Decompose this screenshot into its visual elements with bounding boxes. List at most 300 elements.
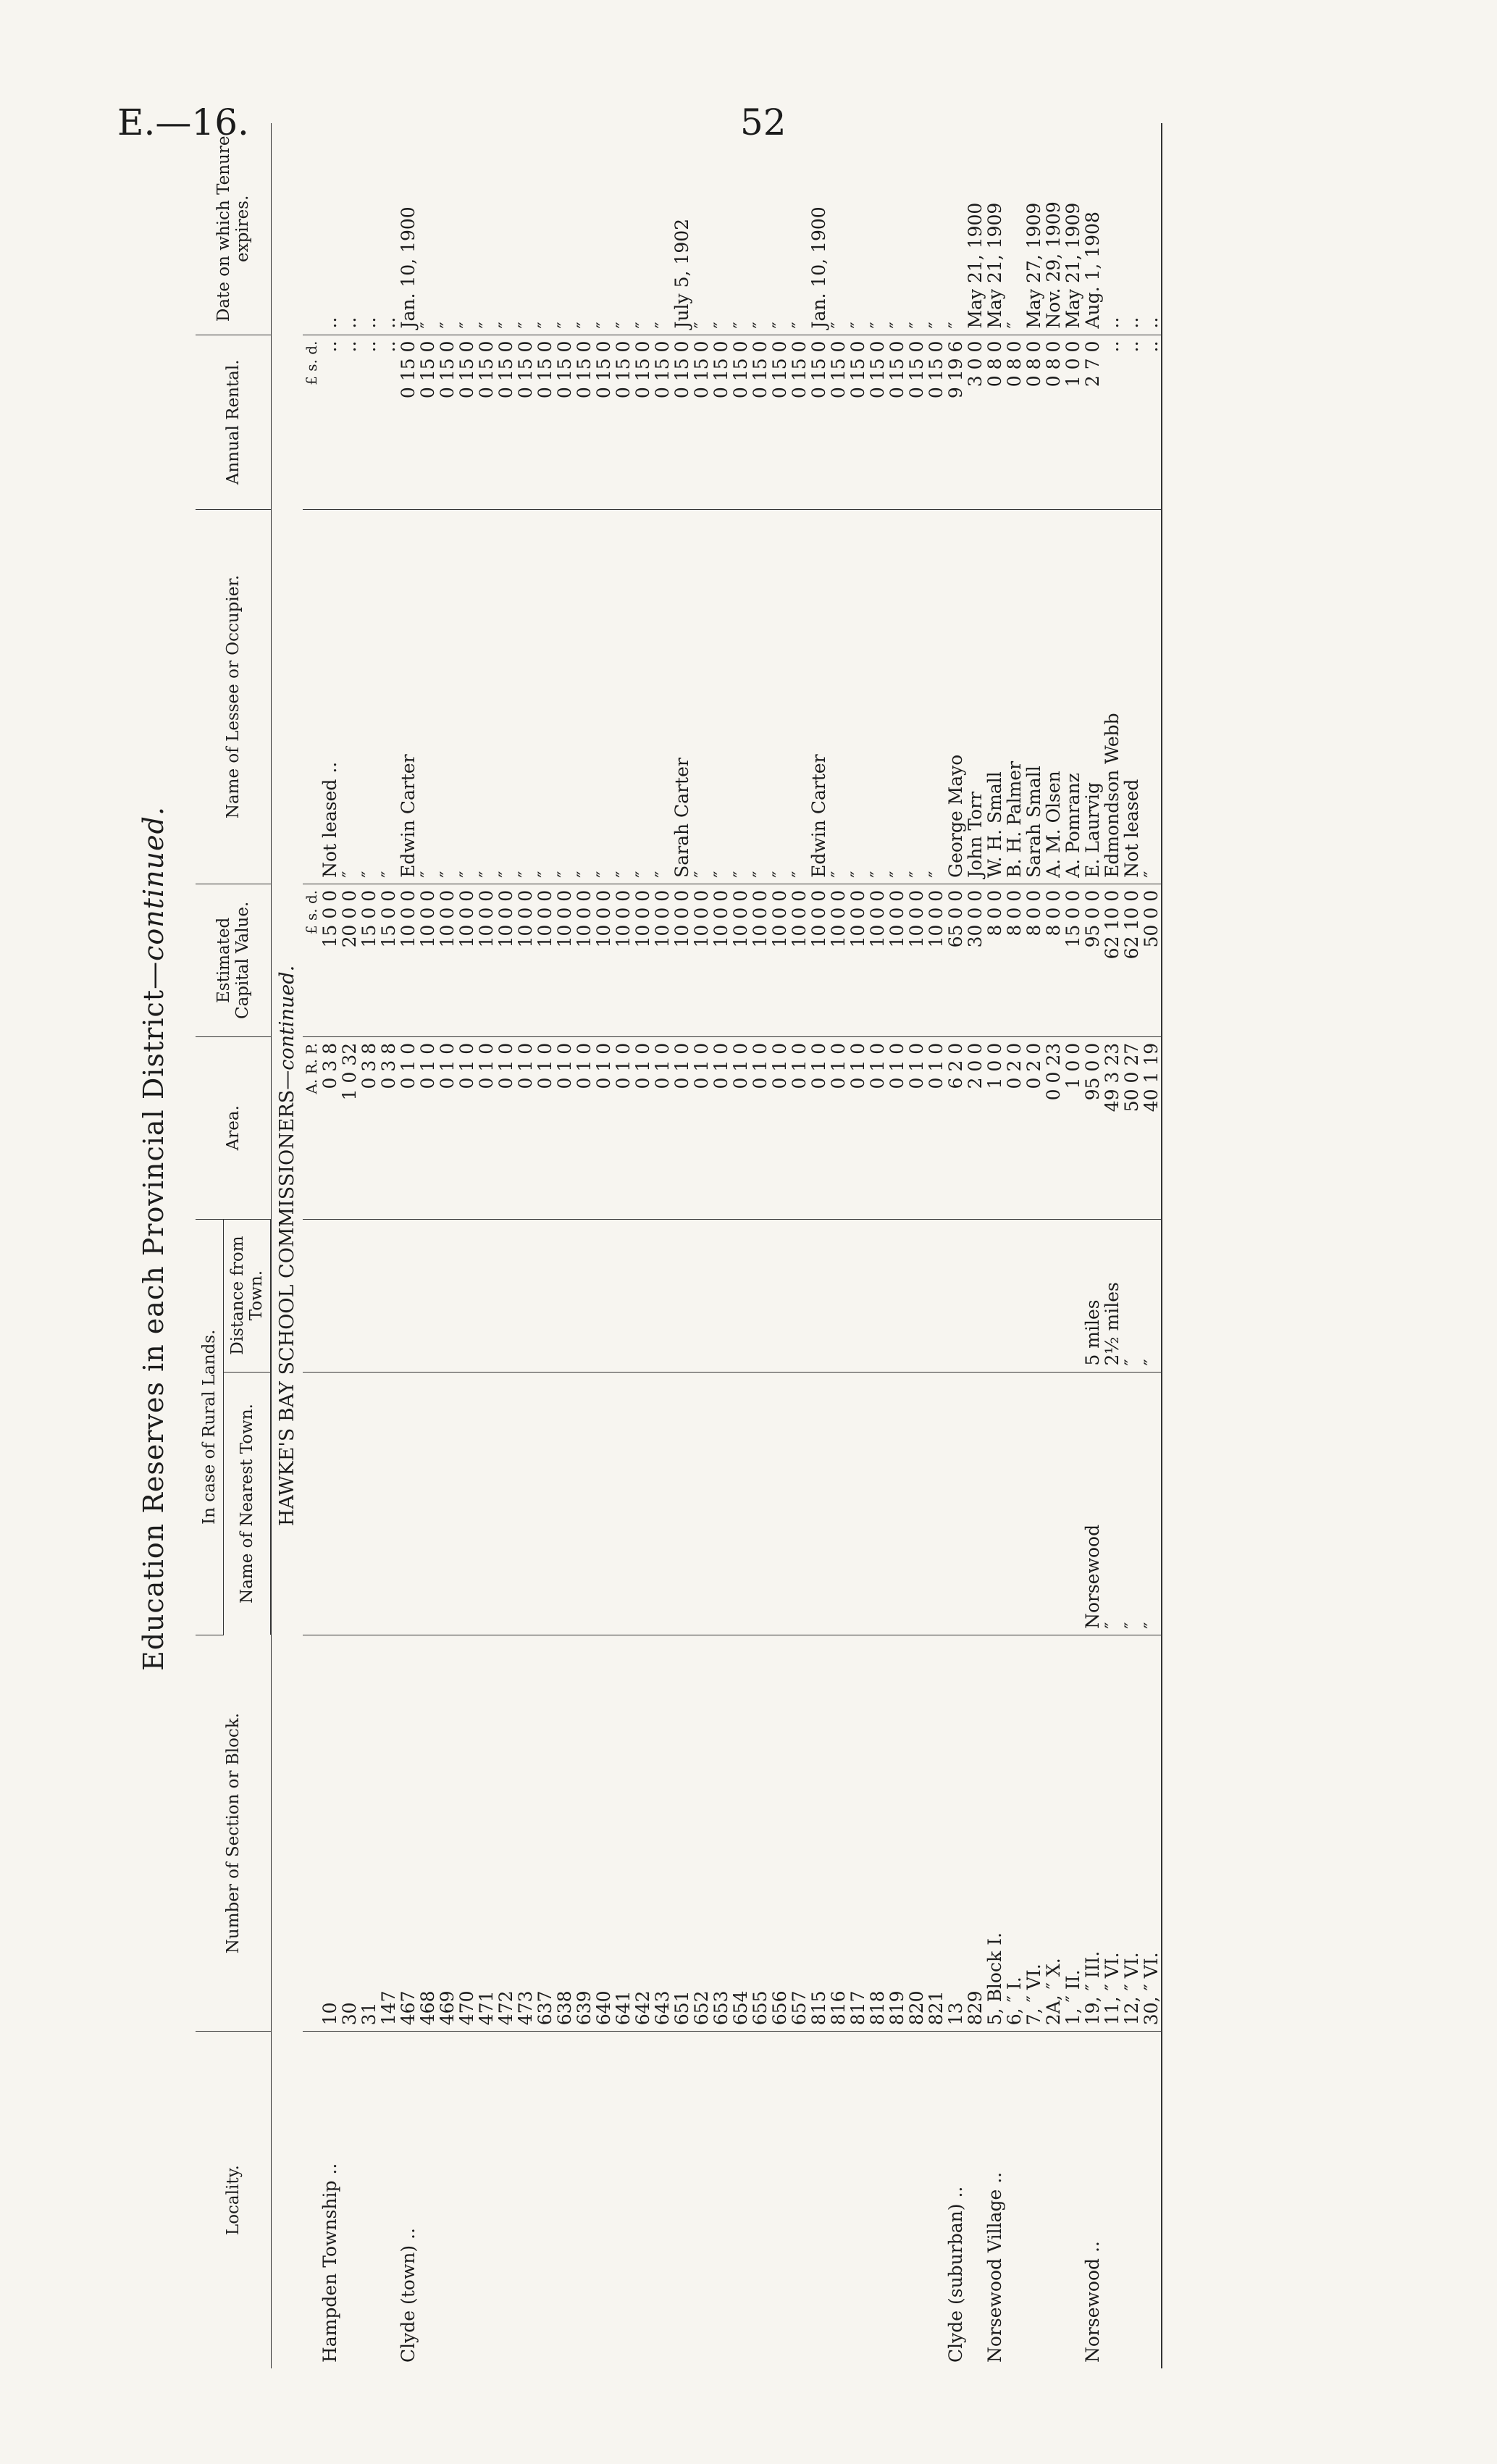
cell-section: 469 [437,1635,457,2031]
cell-area: 0 1 0 [711,1036,731,1219]
cell-date: Jan. 10, 1900 [809,123,829,335]
cell-rental: .. [1122,335,1141,510]
cell-distance [320,1219,340,1372]
header-date: Date on which Tenure expires. [196,123,271,335]
cell-locality [907,2032,926,2368]
cell-rental: 0 15 0 [809,335,829,510]
cell-area: 0 1 0 [868,1036,887,1219]
cell-town [1063,1372,1083,1635]
cell-value: 10 0 0 [731,884,750,1036]
cell-locality [574,2032,594,2368]
cell-section: 655 [750,1635,770,2031]
cell-distance [829,1219,848,1372]
cell-distance [1063,1219,1083,1372]
cell-value: 10 0 0 [809,884,829,1036]
cell-value: 15 0 0 [320,884,340,1036]
cell-distance: 5 miles [1083,1219,1102,1372]
cell-date: ″ [789,123,809,335]
cell-town [633,1372,653,1635]
table-row [926,123,946,2368]
cell-locality [711,2032,731,2368]
cell-date: ″ [887,123,907,335]
cell-value: 62 10 0 [1122,884,1141,1036]
header-section: Number of Section or Block. [196,1635,271,2031]
units-row [303,123,320,2368]
cell-lessee: B. H. Palmer [1005,510,1024,884]
cell-rental: 0 15 0 [633,335,653,510]
cell-rental: 0 8 0 [1024,335,1044,510]
cell-date: ″ [731,123,750,335]
cell-distance [985,1219,1005,1372]
cell-lessee: Not leased [1122,510,1141,884]
cell-area: 0 3 8 [359,1036,379,1219]
cell-date: .. [320,123,340,335]
cell-area: 0 1 0 [574,1036,594,1219]
cell-area: 0 1 0 [437,1036,457,1219]
cell-section: 1, ″ II. [1063,1635,1083,2031]
cell-area: 0 1 0 [809,1036,829,1219]
cell-area: 0 1 0 [555,1036,574,1219]
table-row [340,123,359,2368]
cell-section: 470 [457,1635,477,2031]
cell-distance [672,1219,692,1372]
units-rental: £ s. d. [303,335,320,510]
cell-date: ″ [1005,123,1024,335]
cell-date: ″ [692,123,711,335]
table-row [1083,123,1102,2368]
cell-rental: 0 15 0 [750,335,770,510]
cell-value: 10 0 0 [633,884,653,1036]
cell-distance [457,1219,477,1372]
cell-rental: .. [1141,335,1162,510]
cell-town [829,1372,848,1635]
cell-distance [359,1219,379,1372]
cell-area: 1 0 0 [985,1036,1005,1219]
cell-locality [457,2032,477,2368]
cell-lessee: ″ [633,510,653,884]
cell-section: 639 [574,1635,594,2031]
cell-date: ″ [555,123,574,335]
cell-town: ″ [1122,1372,1141,1635]
cell-value: 65 0 0 [946,884,965,1036]
cell-town [535,1372,555,1635]
table-row [887,123,907,2368]
cell-value: 10 0 0 [555,884,574,1036]
cell-area: 0 1 0 [750,1036,770,1219]
cell-section: 653 [711,1635,731,2031]
cell-area: 0 1 0 [770,1036,789,1219]
cell-area: 0 1 0 [398,1036,418,1219]
cell-distance [907,1219,926,1372]
cell-town [731,1372,750,1635]
table-row [1024,123,1044,2368]
table-row [868,123,887,2368]
cell-section: 5, Block I. [985,1635,1005,2031]
cell-town [750,1372,770,1635]
cell-section: 829 [965,1635,985,2031]
cell-lessee: ″ [594,510,613,884]
cell-section: 651 [672,1635,692,2031]
cell-locality [789,2032,809,2368]
cell-rental: 0 15 0 [555,335,574,510]
cell-rental: 0 15 0 [731,335,750,510]
cell-section: 815 [809,1635,829,2031]
cell-town [789,1372,809,1635]
cell-date: May 27, 1909 [1024,123,1044,335]
cell-section: 640 [594,1635,613,2031]
cell-value: 30 0 0 [965,884,985,1036]
cell-date: ″ [613,123,633,335]
cell-area: 0 3 8 [320,1036,340,1219]
cell-value: 10 0 0 [535,884,555,1036]
table-row [633,123,653,2368]
cell-distance [574,1219,594,1372]
cell-area: 95 0 0 [1083,1036,1102,1219]
cell-lessee: ″ [887,510,907,884]
cell-section: 657 [789,1635,809,2031]
cell-locality [496,2032,516,2368]
cell-locality: Clyde (suburban) .. [945,2186,966,2363]
table-row [829,123,848,2368]
table-row [613,123,633,2368]
cell-locality [594,2032,613,2368]
header-rental: Annual Rental. [196,335,271,510]
cell-town [848,1372,868,1635]
cell-lessee: ″ [477,510,496,884]
cell-section: 2A, ″ X. [1044,1635,1063,2031]
cell-date: Nov. 29, 1909 [1044,123,1063,335]
cell-town [985,1372,1005,1635]
cell-locality [555,2032,574,2368]
cell-value: 10 0 0 [789,884,809,1036]
cell-lessee: ″ [868,510,887,884]
cell-locality: Norsewood .. [1082,2241,1103,2363]
cell-section: 643 [653,1635,672,2031]
cell-area: 0 1 0 [887,1036,907,1219]
cell-town [1005,1372,1024,1635]
cell-area: 0 1 0 [516,1036,535,1219]
cell-rental: .. [1102,335,1122,510]
cell-town [711,1372,731,1635]
cell-locality [848,2032,868,2368]
section-heading-main: HAWKE'S BAY SCHOOL COMMISSIONERS— [276,1070,298,1527]
cell-date: ″ [535,123,555,335]
cell-town [809,1372,829,1635]
cell-distance [340,1219,359,1372]
cell-value: 10 0 0 [437,884,457,1036]
cell-lessee: ″ [770,510,789,884]
cell-distance [379,1219,398,1372]
cell-town [965,1372,985,1635]
cell-lessee: George Mayo [946,510,965,884]
cell-town [457,1372,477,1635]
cell-area: 0 1 0 [477,1036,496,1219]
table-row [496,123,516,2368]
cell-value: 10 0 0 [516,884,535,1036]
cell-area: 0 1 0 [633,1036,653,1219]
cell-locality [1005,2032,1024,2368]
cell-rental: 0 15 0 [613,335,633,510]
cell-rental: 0 15 0 [672,335,692,510]
cell-town [340,1372,359,1635]
cell-town [359,1372,379,1635]
cell-locality [731,2032,750,2368]
table-row [692,123,711,2368]
cell-locality [750,2032,770,2368]
cell-date: ″ [418,123,437,335]
cell-locality: Clyde (town) .. [398,2228,419,2363]
cell-town [320,1372,340,1635]
cell-rental: 0 8 0 [1005,335,1024,510]
cell-distance: ″ [1141,1219,1162,1372]
cell-section: 654 [731,1635,750,2031]
cell-lessee: Sarah Carter [672,510,692,884]
units-value: £ s. d. [303,884,320,1036]
cell-locality [437,2032,457,2368]
cell-value: 8 0 0 [1024,884,1044,1036]
table-row [398,123,418,2368]
cell-town [555,1372,574,1635]
cell-distance [496,1219,516,1372]
cell-locality [653,2032,672,2368]
cell-locality [868,2032,887,2368]
cell-town [418,1372,437,1635]
cell-rental: 0 15 0 [516,335,535,510]
cell-date: ″ [946,123,965,335]
page-identifier: E.—16. [117,101,249,143]
cell-section: 11, ″ VI. [1102,1635,1122,2031]
cell-date: ″ [574,123,594,335]
cell-section: 147 [379,1635,398,2031]
cell-town [653,1372,672,1635]
cell-section: 641 [613,1635,633,2031]
cell-lessee: ″ [496,510,516,884]
header-area: Area. [196,1036,271,1219]
cell-date: ″ [594,123,613,335]
cell-section: 468 [418,1635,437,2031]
cell-value: 20 0 0 [340,884,359,1036]
cell-section: 818 [868,1635,887,2031]
cell-value: 10 0 0 [868,884,887,1036]
cell-town [1024,1372,1044,1635]
cell-distance [731,1219,750,1372]
table-row [418,123,437,2368]
cell-area: 40 1 19 [1141,1036,1162,1219]
cell-date: .. [379,123,398,335]
cell-town [477,1372,496,1635]
cell-town [926,1372,946,1635]
header-rural-lands: In case of Rural Lands. [196,1219,224,1635]
cell-area: 0 1 0 [653,1036,672,1219]
cell-value: 10 0 0 [848,884,868,1036]
table-row [770,123,789,2368]
cell-date: ″ [907,123,926,335]
cell-lessee: ″ [907,510,926,884]
cell-area: 0 2 0 [1005,1036,1024,1219]
cell-lessee: ″ [750,510,770,884]
cell-lessee: A. Pomranz [1063,510,1083,884]
cell-town [887,1372,907,1635]
cell-date: ″ [496,123,516,335]
cell-section: 473 [516,1635,535,2031]
cell-section: 656 [770,1635,789,2031]
cell-lessee: ″ [653,510,672,884]
cell-section: 19, ″ III. [1083,1635,1102,2031]
cell-distance [711,1219,731,1372]
cell-value: 15 0 0 [1063,884,1083,1036]
table-row [1122,123,1141,2368]
table-row [672,123,692,2368]
cell-town [398,1372,418,1635]
cell-rental: 0 15 0 [496,335,516,510]
cell-distance [516,1219,535,1372]
table-row [1005,123,1024,2368]
cell-lessee: ″ [574,510,594,884]
cell-date: Jan. 10, 1900 [398,123,418,335]
cell-rental: 0 15 0 [829,335,848,510]
cell-distance [750,1219,770,1372]
cell-value: 10 0 0 [887,884,907,1036]
cell-value: 10 0 0 [750,884,770,1036]
cell-town [496,1372,516,1635]
cell-value: 10 0 0 [574,884,594,1036]
reserves-table [196,123,1162,2368]
table-row [477,123,496,2368]
cell-date: ″ [633,123,653,335]
cell-locality [1063,2032,1083,2368]
cell-locality [359,2032,379,2368]
cell-section: 638 [555,1635,574,2031]
cell-date: ″ [750,123,770,335]
cell-area: 0 1 0 [496,1036,516,1219]
cell-lessee: A. M. Olsen [1044,510,1063,884]
cell-lessee: ″ [1141,510,1162,884]
cell-section: 467 [398,1635,418,2031]
cell-town [613,1372,633,1635]
cell-section: 820 [907,1635,926,2031]
cell-rental: 0 8 0 [1044,335,1063,510]
cell-locality [418,2032,437,2368]
cell-section: 472 [496,1635,516,2031]
cell-distance [868,1219,887,1372]
cell-town [868,1372,887,1635]
cell-distance [437,1219,457,1372]
cell-distance [1044,1219,1063,1372]
cell-locality [477,2032,496,2368]
table-row [555,123,574,2368]
cell-lessee: Edwin Carter [809,510,829,884]
table-row [1141,123,1162,2368]
cell-rental: 0 15 0 [653,335,672,510]
cell-distance [1024,1219,1044,1372]
cell-locality [1122,2032,1141,2368]
cell-town [672,1372,692,1635]
cell-locality [809,2032,829,2368]
cell-date: ″ [477,123,496,335]
cell-distance [594,1219,613,1372]
table-row [965,123,985,2368]
cell-date: ″ [926,123,946,335]
table-row [1063,123,1083,2368]
cell-rental: 0 15 0 [398,335,418,510]
cell-town [1044,1372,1063,1635]
cell-section: 821 [926,1635,946,2031]
section-heading [271,123,303,2368]
cell-locality [1024,2032,1044,2368]
cell-area: 6 2 0 [946,1036,965,1219]
header-lessee: Name of Lessee or Occupier. [196,510,271,884]
section-heading-row [271,123,303,2368]
cell-lessee: ″ [437,510,457,884]
cell-value: 62 10 0 [1102,884,1122,1036]
cell-rental: 0 15 0 [457,335,477,510]
cell-section: 642 [633,1635,653,2031]
cell-lessee: W. H. Small [985,510,1005,884]
cell-area: 0 1 0 [926,1036,946,1219]
cell-distance [613,1219,633,1372]
cell-date: ″ [516,123,535,335]
cell-rental: 9 19 6 [946,335,965,510]
cell-town [437,1372,457,1635]
cell-rental: 0 15 0 [907,335,926,510]
cell-value: 10 0 0 [653,884,672,1036]
cell-date: ″ [711,123,731,335]
cell-value: 8 0 0 [985,884,1005,1036]
table-row [907,123,926,2368]
table-row [359,123,379,2368]
cell-distance [848,1219,868,1372]
table-row [1102,123,1122,2368]
cell-distance [477,1219,496,1372]
cell-date: May 21, 1900 [965,123,985,335]
cell-lessee: John Torr [965,510,985,884]
cell-locality [926,2032,946,2368]
cell-lessee: ″ [613,510,633,884]
cell-section: 6, ″ I. [1005,1635,1024,2031]
table-body [271,123,1162,2368]
cell-rental: 0 8 0 [985,335,1005,510]
cell-distance [418,1219,437,1372]
cell-date: May 21, 1909 [1063,123,1083,335]
cell-section: 12, ″ VI. [1122,1635,1141,2031]
cell-area: 0 1 0 [418,1036,437,1219]
table-row [809,123,829,2368]
cell-section: 637 [535,1635,555,2031]
rotated-table-region [138,87,1362,2390]
cell-lessee: ″ [516,510,535,884]
cell-rental: 0 15 0 [574,335,594,510]
cell-rental: 0 15 0 [594,335,613,510]
cell-section: 7, ″ VI. [1024,1635,1044,2031]
cell-area: 0 1 0 [907,1036,926,1219]
table-row [848,123,868,2368]
cell-section: 816 [829,1635,848,2031]
cell-value: 10 0 0 [907,884,926,1036]
cell-area: 0 1 0 [457,1036,477,1219]
cell-lessee: ″ [359,510,379,884]
title-continued: continued. [138,806,169,961]
cell-rental: 1 0 0 [1063,335,1083,510]
cell-rental: 0 15 0 [477,335,496,510]
cell-value: 10 0 0 [672,884,692,1036]
cell-date: .. [1102,123,1122,335]
cell-lessee: ″ [829,510,848,884]
cell-rental: .. [340,335,359,510]
header-town: Name of Nearest Town. [224,1372,272,1635]
cell-value: 10 0 0 [926,884,946,1036]
cell-value: 10 0 0 [457,884,477,1036]
cell-date: ″ [437,123,457,335]
